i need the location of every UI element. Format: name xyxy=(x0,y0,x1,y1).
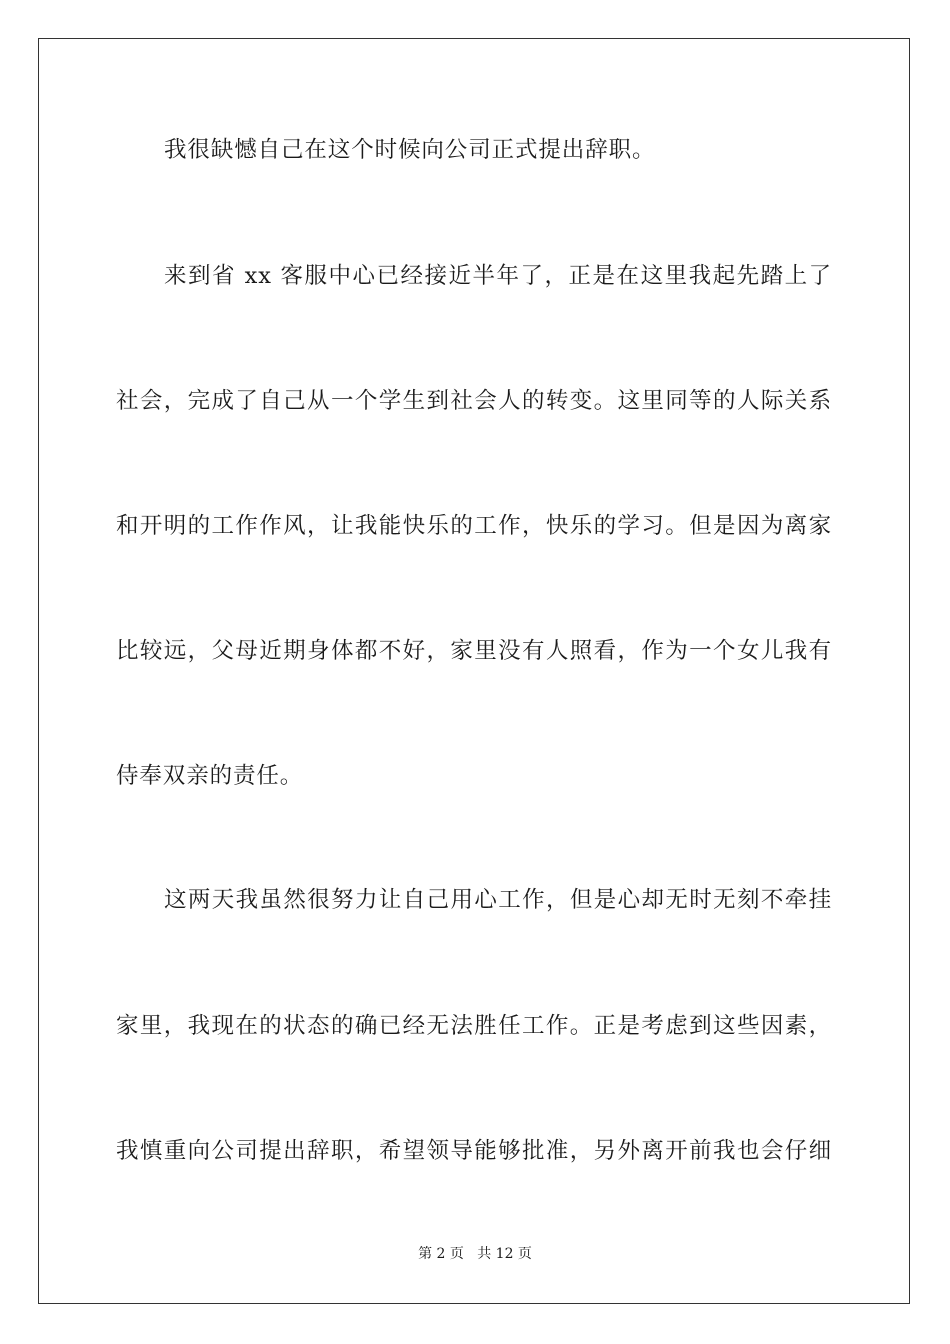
page-border xyxy=(38,38,910,1304)
paragraph-3-line-3: 我慎重向公司提出辞职，希望领导能够批准，另外离开前我也会仔细 xyxy=(116,1138,832,1164)
paragraph-2-line-2: 社会，完成了自己从一个学生到社会人的转变。这里同等的人际关系 xyxy=(116,388,832,414)
page-number-footer: 第 2 页 共 12 页 xyxy=(418,1246,532,1262)
paragraph-2-line-5: 侍奉双亲的责任。 xyxy=(116,763,304,789)
paragraph-2-line-1: 来到省 xx 客服中心已经接近半年了，正是在这里我起先踏上了 xyxy=(164,263,832,289)
paragraph-3-line-2: 家里，我现在的状态的确已经无法胜任工作。正是考虑到这些因素， xyxy=(116,1013,832,1039)
paragraph-1-line-1: 我很缺憾自己在这个时候向公司正式提出辞职。 xyxy=(164,137,656,163)
paragraph-2-line-3: 和开明的工作作风，让我能快乐的工作，快乐的学习。但是因为离家 xyxy=(116,513,832,539)
paragraph-3-line-1: 这两天我虽然很努力让自己用心工作，但是心却无时无刻不牵挂 xyxy=(164,887,832,913)
paragraph-2-line-4: 比较远，父母近期身体都不好，家里没有人照看，作为一个女儿我有 xyxy=(116,638,832,664)
